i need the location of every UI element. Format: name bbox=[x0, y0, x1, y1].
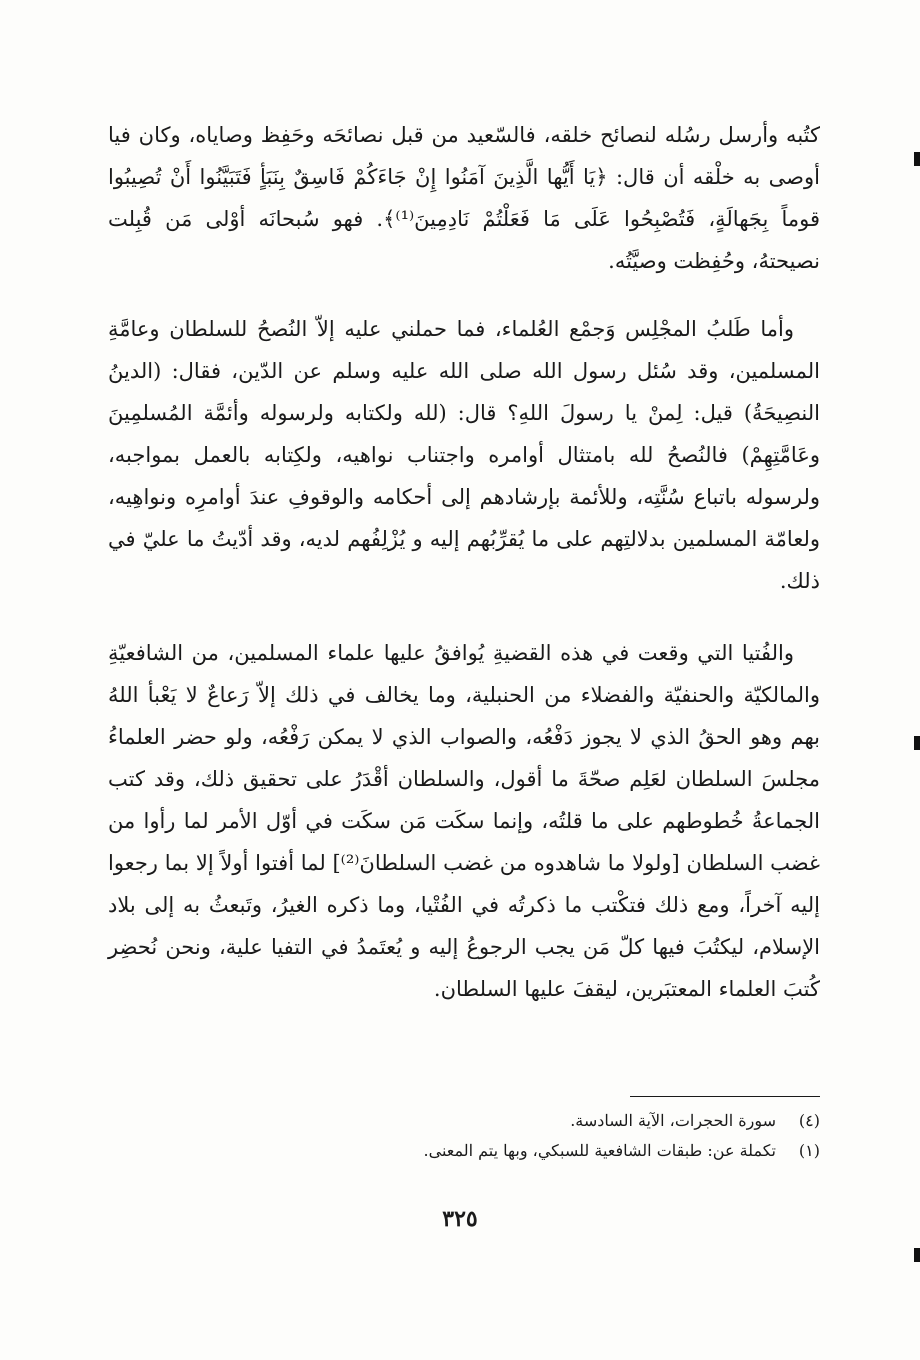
body-paragraph-2 bbox=[108, 308, 820, 602]
footnote-text: سورة الحجرات، الآية السادسة. bbox=[570, 1111, 776, 1130]
paragraph-text-2: وأما طَلبُ المجْلِس وَجمْع العُلماء، فما حملني عليه إلاّ النُصحُ للسلطان وعامَّةِ المسلمين، وقد سُئل رسول الله صلى الله عليه وسلم عن الدّين، فقال: (الدينُ النصِيحَةُ) قيل: لِمنْ يا رسولَ اللهِ؟ قال: (لله ولكتابه ولرسوله وأئمَّة المُسلمِينَ وعَامَّتِهِمْ) فالنُصحُ لله بامتثال أوامره واجتناب نواهيه، ولكِتابه بالعمل بمواجبه، ولرسوله باتباع سُنَّتِه، وللأئمة بإرشادهم إلى أحكامه والوقوفِ عندَ أوامرِه ونواهِيه، ولعامّة المسلمين بدلالتِهم على ما يُقرِّبُهم إليه و يُزْلِفُهم لديه، وقد أدّيتُ ما عليّ في ذلك. bbox=[108, 317, 820, 593]
footnote-number: (١) bbox=[798, 1141, 820, 1160]
footnote-text: تكملة عن: طبقات الشافعية للسبكي، وبها يتم المعنى. bbox=[423, 1141, 776, 1160]
footnote-item bbox=[108, 1136, 820, 1166]
paragraph-text-1: كتُبه وأرسل رسُله لنصائح خلقه، فالسّعيد من قبل نصائحَه وحَفِظ وصاياه، وكان فيا أوصى به خلْقه أن قال: ﴿يَا أَيُّها الَّذِينَ آمَنُوا إِنْ جَاءَكُمْ فَاسِقٌ بِنَبَأٍ فَتَبَيَّنُوا أَنْ تُصِيبُوا قوماً بِجَهالَةٍ، فَتُصْبِحُوا عَلَى مَا فَعَلْتُمْ نَادِمِينَ⁽¹⁾﴾. فهو سُبحانَه أوْلى مَن قُبِلت نصيحتهُ، وحُفِظت وصيَّتُه. bbox=[108, 123, 820, 273]
margin-mark bbox=[914, 152, 920, 166]
footnote-number: (٤) bbox=[798, 1111, 820, 1130]
footnote-item bbox=[108, 1106, 820, 1136]
page-number: ٣٢٥ bbox=[442, 1206, 478, 1232]
paragraph-text-3: والفُتيا التي وقعت في هذه القضيةِ يُوافقُ عليها علماء المسلمين، من الشافعيّةِ والمالكيّة والحنفيّة والفضلاء من الحنبلية، وما يخالف في ذلك إلاّ رَعاعٌ لا يَعْبأ اللهُ بهم وهو الحقُ الذي لا يجوز دَفْعُه، والصواب الذي لا يمكن رَفْعُه، ولو حضر العلماءُ مجلسَ السلطان لعَلِم صحّةَ ما أقول، والسلطان أقْدَرُ على تحقيق ذلك، وقد كتب الجماعةُ خُطوطهم على ما قلتُه، وإنما سكَت مَن سكَت في أوّل الأمر لما رأوا من غضب السلطان [ولولا ما شاهدوه من غضب السلطانَ⁽²⁾] لما أفتوا أولاً إلا بما رجعوا إليه آخراً، ومع ذلك فتكْتب ما ذكرتُه في الفُتْيا، وما ذكره الغيرُ، وتَبعثُ به إلى بلاد الإسلام، ليكتُبَ فيها كلّ مَن يجب الرجوعُ إليه و يُعتَمدُ في التفيا علية، ونحن نُحضِر كُتبَ العلماء المعتبَرين، ليقفَ عليها السلطان. bbox=[108, 641, 820, 1001]
body-paragraph-3 bbox=[108, 632, 820, 1010]
footnotes bbox=[108, 1106, 820, 1166]
margin-mark bbox=[914, 1248, 920, 1262]
body-paragraph-1 bbox=[108, 114, 820, 282]
margin-mark bbox=[914, 736, 920, 750]
footnote-separator bbox=[630, 1096, 820, 1097]
